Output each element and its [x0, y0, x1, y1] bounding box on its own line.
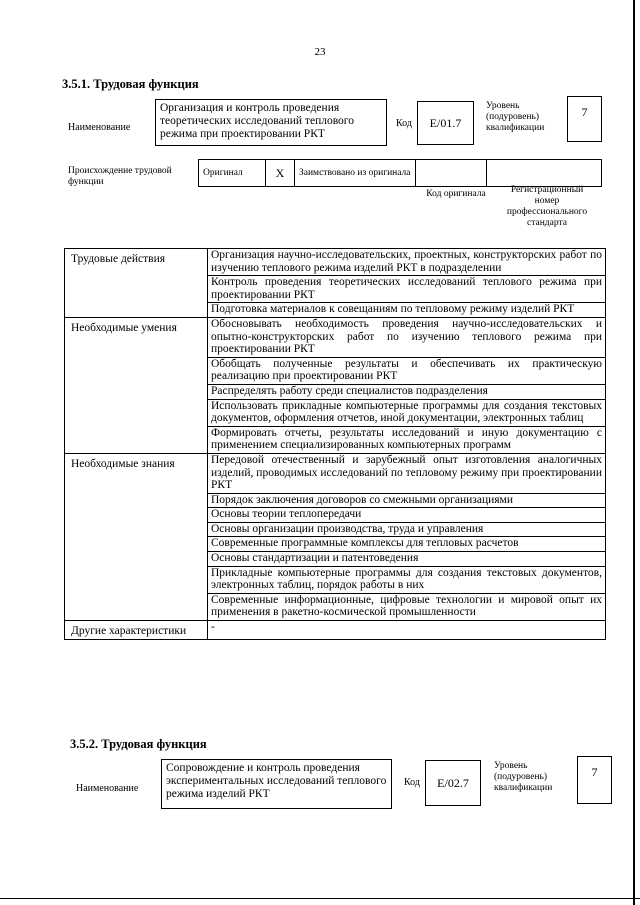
item-cell: Основы стандартизации и патентоведения [208, 552, 606, 567]
function-name-box: Организация и контроль проведения теоретических исследований теплового режима при проектировании РКТ [155, 99, 387, 146]
name-label-2: Наименование [76, 783, 139, 794]
origin-reg-cell [487, 160, 602, 187]
scan-edge-right [633, 0, 635, 905]
table-row [65, 249, 606, 276]
category-cell: Трудовые действия [65, 249, 208, 318]
item-cell: Современные программные комплексы для тепловых расчетов [208, 537, 606, 552]
table-row [65, 453, 606, 493]
item-cell: Порядок заключения договоров со смежными организациями [208, 493, 606, 508]
category-cell: Необходимые знания [65, 453, 208, 620]
level-value-box: 7 [567, 96, 602, 142]
item-cell: Подготовка материалов к совещаниям по тепловому режиму изделий РКТ [208, 303, 606, 318]
category-cell: Необходимые умения [65, 317, 208, 453]
table-row [65, 621, 606, 640]
level-label-2: Уровень (подуровень) квалификации [494, 761, 553, 793]
code-caption: Код оригинала [426, 189, 486, 199]
item-cell: Основы теории теплопередачи [208, 508, 606, 523]
function-name-box-2: Сопровождение и контроль проведения экспериментальных исследований теплового режима изделий РКТ [161, 759, 392, 809]
item-cell: Формировать отчеты, результаты исследований и иную документацию с применением специализированных компьютерных программ [208, 426, 606, 453]
item-cell: Использовать прикладные компьютерные программы для создания текстовых документов, оформления отчетов, иной документации, электронных таблиц [208, 399, 606, 426]
level-label: Уровень (подуровень) квалификации [486, 101, 545, 133]
origin-label: Происхождение трудовой функции [68, 166, 172, 187]
reg-caption: Регистрационный номер профессионального стандарта [506, 185, 588, 228]
name-label: Наименование [68, 122, 131, 133]
item-cell: Обобщать полученные результаты и обеспечивать их практическую реализацию при проектировании РКТ [208, 357, 606, 384]
item-cell: Контроль проведения теоретических исследований теплового режима при проектировании РКТ [208, 276, 606, 303]
code-label: Код [396, 118, 412, 129]
code-label-2: Код [404, 777, 420, 788]
section-title: 3.5.1. Трудовая функция [62, 77, 199, 91]
scan-edge-bottom [0, 898, 640, 899]
item-cell: Прикладные компьютерные программы для создания текстовых документов, электронных таблиц, порядок работы в них [208, 566, 606, 593]
origin-table [198, 159, 602, 187]
origin-code-cell [416, 160, 487, 187]
section-title-2: 3.5.2. Трудовая функция [70, 737, 207, 751]
item-cell: Современные информационные, цифровые технологии и мировой опыт их применения в ракетно-космической промышленности [208, 593, 606, 620]
item-cell: Организация научно-исследовательских, проектных, конструкторских работ по изучению теплового режима изделий РКТ в подразделении [208, 249, 606, 276]
labor-function-table [64, 248, 606, 640]
original-mark-cell: X [266, 160, 295, 187]
page-number: 23 [314, 46, 326, 58]
borrowed-label-cell: Заимствовано из оригинала [295, 160, 416, 187]
item-cell: - [208, 621, 606, 640]
item-cell: Распределять работу среди специалистов подразделения [208, 384, 606, 399]
function-code-box-2: E/02.7 [425, 760, 481, 806]
item-cell: Основы организации производства, труда и управления [208, 522, 606, 537]
original-label-cell: Оригинал [199, 160, 266, 187]
category-cell: Другие характеристики [65, 621, 208, 640]
item-cell: Обосновывать необходимость проведения научно-исследовательских и опытно-конструкторских работ по изучению теплового режима при проектировании РКТ [208, 317, 606, 357]
table-row [65, 317, 606, 357]
item-cell: Передовой отечественный и зарубежный опыт изготовления аналогичных изделий, проводимых исследований по тепловому режиму при проектировании РКТ [208, 453, 606, 493]
level-value-box-2: 7 [577, 756, 612, 804]
function-code-box: E/01.7 [417, 101, 474, 145]
